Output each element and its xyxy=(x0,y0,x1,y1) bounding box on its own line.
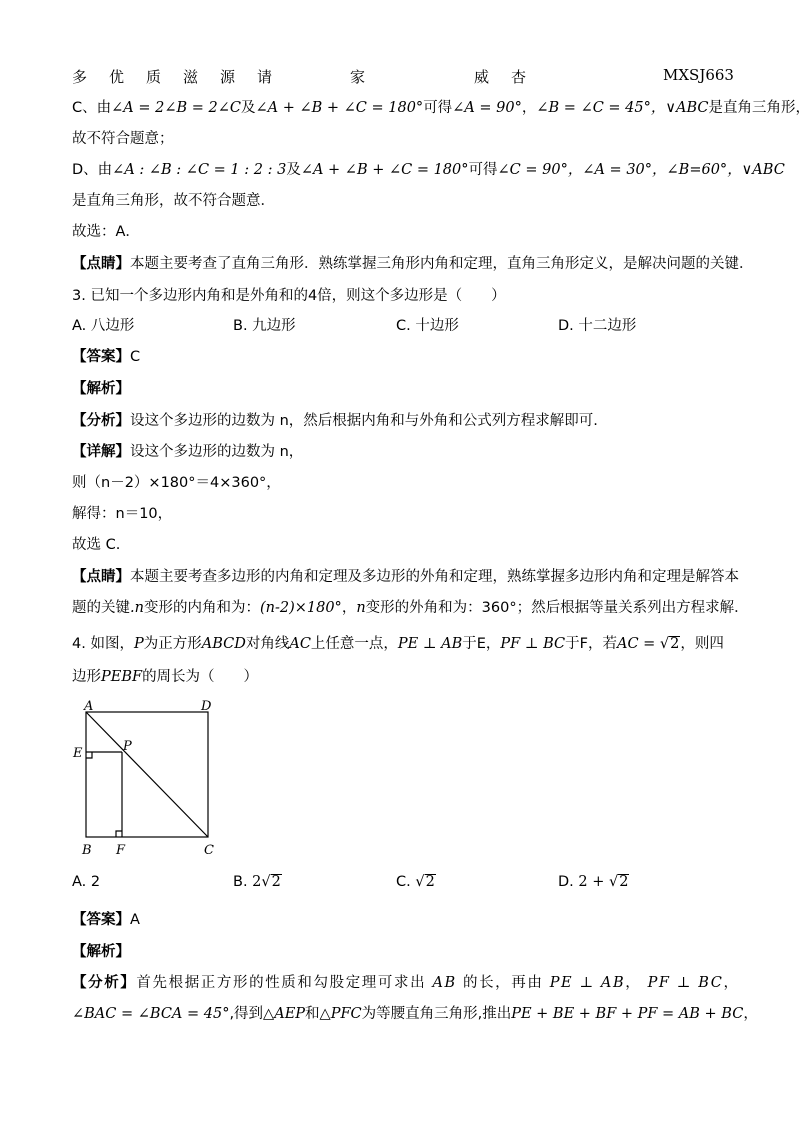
math: ∠A + ∠B + ∠C = 180° xyxy=(255,100,424,116)
q3-equation: 则（n－2）×180°＝4×360°， xyxy=(72,475,281,491)
q4-option-c xyxy=(396,872,436,892)
text: 是直角三角形， xyxy=(708,100,810,116)
text: ,得到△ xyxy=(229,1006,275,1022)
math: 2 xyxy=(252,874,262,890)
math: ，∨ABC xyxy=(650,100,709,116)
text: D. xyxy=(558,874,574,890)
answer-tag: 【答案】 xyxy=(72,912,130,928)
text: B. xyxy=(233,874,248,890)
text: ， xyxy=(341,600,357,616)
q3-answer xyxy=(72,347,140,367)
math: AEP xyxy=(274,1006,306,1022)
page-header xyxy=(72,66,734,86)
text: 可得 xyxy=(423,100,453,116)
math: ∠A : ∠B : ∠C = 1 : 2 : 3 xyxy=(112,162,287,178)
math: 2 + xyxy=(578,874,605,890)
q3-option-d: D. 十二边形 xyxy=(558,318,637,334)
text: 上任意一点， xyxy=(310,636,398,652)
math: PE ⊥ AB xyxy=(397,636,463,652)
math: PF ⊥ BC xyxy=(647,975,724,991)
label-a: A xyxy=(84,699,94,714)
math: PF ⊥ BC xyxy=(500,636,566,652)
label-b: B xyxy=(82,843,92,858)
math: ABCD xyxy=(201,636,246,652)
text: 对角线 xyxy=(245,636,290,652)
math: 2 xyxy=(619,874,629,890)
math: ∠A = 90° xyxy=(452,100,522,116)
fenxi-tag: 【分析】 xyxy=(72,413,130,429)
label-e: E xyxy=(73,746,83,761)
text: 题的关键 xyxy=(72,600,130,616)
label-p: P xyxy=(123,739,132,754)
text: 和△ xyxy=(305,1006,331,1022)
math: ，∨ABC xyxy=(727,162,785,178)
xiangjie-tag: 【详解】 xyxy=(72,444,130,460)
math: PE + BE + BF + PF = AB + BC xyxy=(511,1006,744,1022)
q4-option-b xyxy=(233,872,282,892)
text: 为等腰直角三角形,推出 xyxy=(361,1006,512,1022)
sqrt-sign: √ xyxy=(415,874,425,890)
math: ∠A = 2∠B = 2∠C xyxy=(111,100,241,116)
text: C. xyxy=(396,874,411,890)
q3-option-c: C. 十边形 xyxy=(396,318,459,334)
text: 及 xyxy=(240,100,256,116)
right-angle-f xyxy=(116,831,122,837)
q4-analysis-tag xyxy=(72,942,130,962)
math: ，∠B=60° xyxy=(652,162,728,178)
text: 于 xyxy=(565,636,580,652)
math: ∠C = 90° xyxy=(497,162,568,178)
text: C、由 xyxy=(72,100,112,116)
sqrt-sign: √ xyxy=(261,874,271,890)
math: P xyxy=(133,636,144,652)
label-f: F xyxy=(116,843,126,858)
math: 2 xyxy=(670,636,680,652)
text: 变形的外角和为：360°；然后根据等量关系列出方程求解． xyxy=(365,600,749,616)
analysis-tag: 【解析】 xyxy=(72,944,130,960)
q3-option-a: A. 八边形 xyxy=(72,318,135,334)
q4-option-a: A. 2 xyxy=(72,874,101,890)
text: E xyxy=(476,636,486,652)
answer-tag: 【答案】 xyxy=(72,349,130,365)
text: 的长，再由 xyxy=(462,975,544,991)
math: AC = xyxy=(616,636,656,652)
text: ，则四 xyxy=(680,636,724,652)
text: 可得 xyxy=(468,162,498,178)
square-figure xyxy=(70,696,220,862)
text: 变形的内角和为： xyxy=(143,600,260,616)
q4-stem-line2 xyxy=(72,667,258,687)
sqrt-sign: √ xyxy=(659,636,670,652)
text: ， xyxy=(723,975,740,991)
header-char: 家 xyxy=(350,68,366,86)
text: 及 xyxy=(286,162,301,178)
prev-option-c-line2: 故不符合题意； xyxy=(72,131,174,147)
header-char: 源 xyxy=(220,68,236,86)
math: ，∠A = 30° xyxy=(567,162,653,178)
q4-stem xyxy=(72,634,724,654)
answer-value: C xyxy=(130,349,141,365)
header-code: MXSJ663 xyxy=(663,66,734,84)
text: 首先根据正方形的性质和勾股定理可求出 xyxy=(136,975,427,991)
header-char: 杏 xyxy=(511,68,527,86)
header-char: 多 xyxy=(72,68,88,86)
prev-option-c xyxy=(72,98,810,118)
analysis-tag: 【解析】 xyxy=(72,381,130,397)
math: .n xyxy=(130,600,144,616)
q3-option-b: B. 九边形 xyxy=(233,318,296,334)
text: ， xyxy=(521,100,537,116)
q3-choose: 故选 C. xyxy=(72,537,121,553)
q4-answer xyxy=(72,910,140,930)
prev-option-d xyxy=(72,160,785,180)
math: 2 xyxy=(425,874,435,890)
label-d: D xyxy=(201,699,212,714)
sqrt-sign: √ xyxy=(608,874,619,890)
header-char: 滋 xyxy=(183,68,199,86)
math: PEBF xyxy=(101,669,143,685)
math: PFC xyxy=(330,1006,362,1022)
q3-solution: 解得：n＝10， xyxy=(72,506,173,522)
text: ，若 xyxy=(587,636,617,652)
q3-xiangjie xyxy=(72,442,303,462)
comment-tag: 【点睛】 xyxy=(72,256,130,272)
answer-value: A xyxy=(130,912,140,928)
text: 于 xyxy=(462,636,477,652)
q3-fenxi xyxy=(72,411,598,431)
math: AC xyxy=(289,636,311,652)
header-char: 威 xyxy=(474,68,490,86)
comment-text: 本题主要考查了直角三角形．熟练掌握三角形内角和定理，直角三角形定义，是解决问题的关键． xyxy=(130,256,754,272)
text: 4. 如图， xyxy=(72,636,134,652)
comment-tag: 【点睛】 xyxy=(72,569,130,585)
header-char: 优 xyxy=(109,68,125,86)
math: ∠BAC = ∠BCA = 45° xyxy=(72,1006,230,1022)
fenxi-tag: 【分析】 xyxy=(72,975,137,991)
prev-comment xyxy=(72,254,754,274)
q3-comment xyxy=(72,567,739,587)
text: ， xyxy=(485,636,501,652)
prev-choose: 故选：A． xyxy=(72,224,140,240)
text: ， xyxy=(743,1006,758,1022)
comment-text: 本题主要考查多边形的内角和定理及多边形的外角和定理，熟练掌握多边形内角和定理是解答本 xyxy=(130,569,739,585)
text: F xyxy=(579,636,588,652)
xiangjie-text: 设这个多边形的边数为 n， xyxy=(130,444,304,460)
text: ， xyxy=(625,975,642,991)
math: PE ⊥ AB xyxy=(549,975,626,991)
fenxi-text: 设这个多边形的边数为 n，然后根据内角和与外角和公式列方程求解即可. xyxy=(130,413,598,429)
text: 为正方形 xyxy=(143,636,202,652)
header-char: 请 xyxy=(257,68,273,86)
text: D、由 xyxy=(72,162,113,178)
q3-stem: 3. 已知一个多边形内角和是外角和的4倍，则这个多边形是（ ） xyxy=(72,288,506,304)
q3-comment-line2 xyxy=(72,598,749,618)
label-c: C xyxy=(204,843,214,858)
text: 边形 xyxy=(72,669,101,685)
header-char: 质 xyxy=(146,68,162,86)
math: 2 xyxy=(271,874,281,890)
math: ∠A + ∠B + ∠C = 180° xyxy=(300,162,469,178)
right-angle-e xyxy=(86,752,92,758)
math: AB xyxy=(432,975,457,991)
text: 的周长为（ ） xyxy=(142,669,259,685)
q3-analysis-tag xyxy=(72,379,130,399)
math: (n-2)×180° xyxy=(259,600,342,616)
prev-option-d-line2: 是直角三角形，故不符合题意． xyxy=(72,193,275,209)
math: n xyxy=(356,600,366,616)
q4-fenxi xyxy=(72,973,740,993)
q4-option-d xyxy=(558,872,629,892)
q4-fenxi-line2 xyxy=(72,1004,758,1024)
diagonal-ac xyxy=(86,712,208,837)
math: ∠B = ∠C = 45° xyxy=(536,100,651,116)
